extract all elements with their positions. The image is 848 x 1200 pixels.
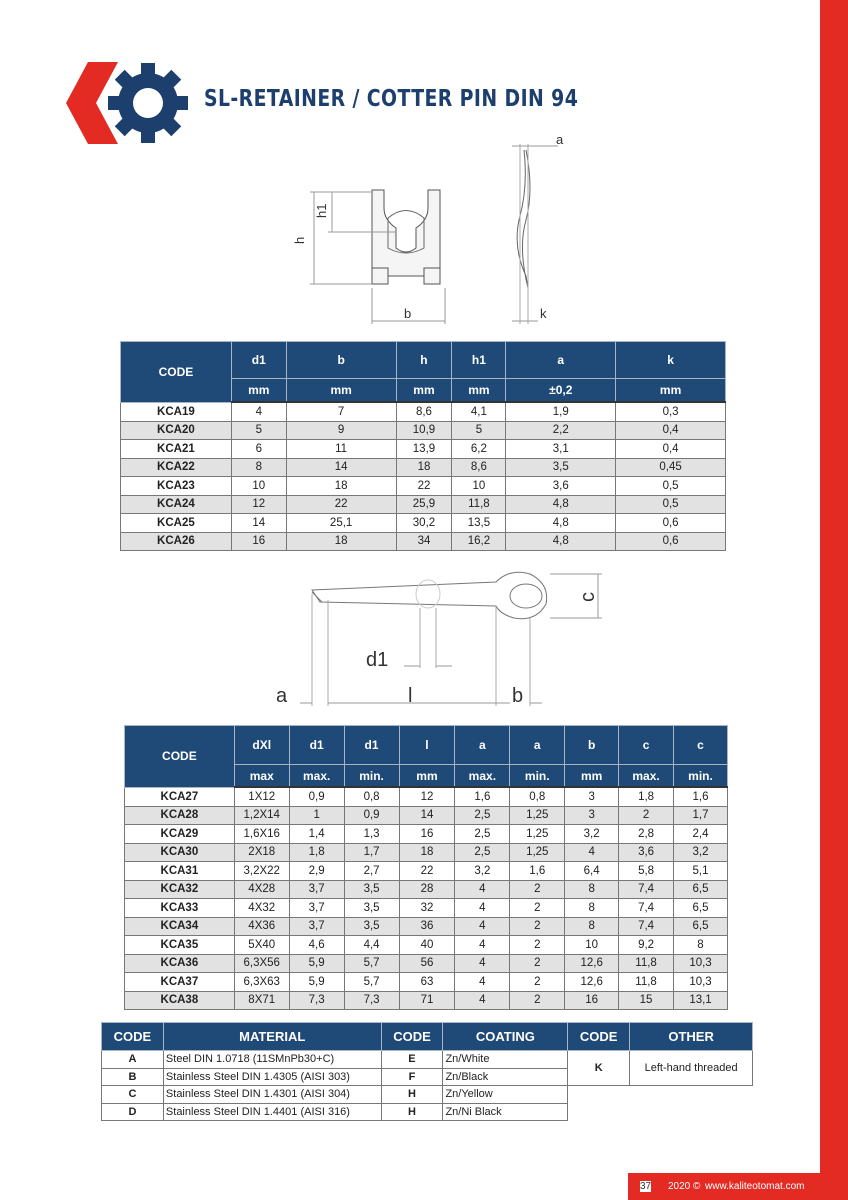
table-row <box>125 862 728 881</box>
cotter-pin-drawing <box>260 560 620 710</box>
product-code: KCA34 <box>125 917 235 936</box>
dim-label-c: c <box>577 592 599 602</box>
unit-header: mm <box>396 379 452 403</box>
table-row <box>125 936 728 955</box>
dim-label-d1: d1 <box>366 649 389 671</box>
table-row <box>125 954 728 973</box>
table-cell: 40 <box>399 936 455 955</box>
table-cell: 2,4 <box>674 825 728 844</box>
column-header: OTHER <box>630 1023 753 1051</box>
dim-label-b: b <box>404 306 412 321</box>
table-cell: 11,8 <box>452 495 506 514</box>
table-cell: 8,6 <box>396 402 452 421</box>
unit-header: max <box>234 765 289 788</box>
coating-code: E <box>381 1051 443 1069</box>
table-cell: 0,6 <box>616 514 726 533</box>
table-cell: 7 <box>286 402 396 421</box>
table-cell: 1,6 <box>674 787 728 806</box>
column-header: CODE <box>125 726 235 788</box>
table-cell: 16 <box>565 991 619 1010</box>
table-cell: 2 <box>510 936 565 955</box>
coating-code: F <box>381 1068 443 1086</box>
table-cell: 14 <box>231 514 286 533</box>
table-cell: 13,9 <box>396 440 452 459</box>
table-cell: 2 <box>510 991 565 1010</box>
cotter-pin-dimensions-table <box>124 725 728 1010</box>
table-cell: 5,1 <box>674 862 728 881</box>
table-cell: 1,7 <box>344 843 399 862</box>
unit-header: max. <box>455 765 510 788</box>
coating-name: Zn/Ni Black <box>443 1103 568 1121</box>
column-header: c <box>619 726 674 765</box>
table-cell: 0,45 <box>616 458 726 477</box>
unit-header: max. <box>289 765 344 788</box>
table-cell: 0,5 <box>616 477 726 496</box>
table-cell: 9,2 <box>619 936 674 955</box>
table-cell: 1,9 <box>506 402 616 421</box>
table-cell: 2 <box>619 806 674 825</box>
table-cell: 7,4 <box>619 880 674 899</box>
table-cell: 4X36 <box>234 917 289 936</box>
table-cell: 8 <box>565 880 619 899</box>
table-row <box>121 495 726 514</box>
table-cell: 2 <box>510 954 565 973</box>
table-cell: 13,1 <box>674 991 728 1010</box>
table-cell: 3,5 <box>344 899 399 918</box>
table-cell: 4 <box>455 899 510 918</box>
column-header: a <box>506 342 616 379</box>
dim-label-l: l <box>408 685 413 707</box>
table-cell: 4 <box>455 880 510 899</box>
table-cell: 4,8 <box>506 532 616 551</box>
product-code: KCA37 <box>125 973 235 992</box>
table-cell: 7,3 <box>289 991 344 1010</box>
table-cell: 8 <box>565 899 619 918</box>
table-cell: 3,6 <box>619 843 674 862</box>
table-cell: 16 <box>399 825 455 844</box>
table-cell: 22 <box>399 862 455 881</box>
brand-logo <box>66 62 188 144</box>
material-coating-table <box>101 1022 753 1121</box>
table-cell: 5 <box>231 421 286 440</box>
table-cell: 12 <box>399 787 455 806</box>
table-cell: 5,7 <box>344 954 399 973</box>
column-header: k <box>616 342 726 379</box>
unit-header: mm <box>452 379 506 403</box>
column-header: d1 <box>289 726 344 765</box>
table-cell: 1,8 <box>289 843 344 862</box>
product-code: KCA30 <box>125 843 235 862</box>
column-header: a <box>510 726 565 765</box>
material-code: C <box>102 1086 164 1104</box>
table-cell: 10 <box>452 477 506 496</box>
material-name: Stainless Steel DIN 1.4401 (AISI 316) <box>163 1103 381 1121</box>
table-cell: 18 <box>396 458 452 477</box>
column-header: CODE <box>381 1023 443 1051</box>
table-cell: 2,2 <box>506 421 616 440</box>
table-cell: 0,4 <box>616 421 726 440</box>
coating-name: Zn/Black <box>443 1068 568 1086</box>
column-header: dXl <box>234 726 289 765</box>
table-header-row <box>121 342 726 379</box>
product-code: KCA29 <box>125 825 235 844</box>
table-cell: 4 <box>455 954 510 973</box>
brand-side-bar <box>820 0 848 1200</box>
unit-header: min. <box>344 765 399 788</box>
column-header: d1 <box>344 726 399 765</box>
coating-code: H <box>381 1103 443 1121</box>
product-code: KCA31 <box>125 862 235 881</box>
table-cell: 1,6 <box>455 787 510 806</box>
table-cell: 6,3X63 <box>234 973 289 992</box>
dim-label-b: b <box>512 685 524 707</box>
table-cell: 8 <box>231 458 286 477</box>
table-cell: 4 <box>455 973 510 992</box>
coating-name: Zn/Yellow <box>443 1086 568 1104</box>
table-cell: 13,5 <box>452 514 506 533</box>
table-cell: 2,9 <box>289 862 344 881</box>
column-header: b <box>565 726 619 765</box>
table-cell: 14 <box>399 806 455 825</box>
table-cell: 5,8 <box>619 862 674 881</box>
material-name: Stainless Steel DIN 1.4301 (AISI 304) <box>163 1086 381 1104</box>
table-cell: 3,7 <box>289 899 344 918</box>
table-row <box>121 477 726 496</box>
product-code: KCA27 <box>125 787 235 806</box>
product-code: KCA28 <box>125 806 235 825</box>
material-name: Stainless Steel DIN 1.4305 (AISI 303) <box>163 1068 381 1086</box>
table-row <box>102 1051 753 1069</box>
table-cell: 5X40 <box>234 936 289 955</box>
table-cell: 1,25 <box>510 843 565 862</box>
table-row <box>125 787 728 806</box>
unit-header: min. <box>674 765 728 788</box>
table-cell: 7,3 <box>344 991 399 1010</box>
other-code: K <box>568 1051 630 1086</box>
material-code: D <box>102 1103 164 1121</box>
table-cell: 1 <box>289 806 344 825</box>
table-cell: 2 <box>510 917 565 936</box>
product-code: KCA20 <box>121 421 232 440</box>
table-body <box>125 787 728 1010</box>
product-code: KCA25 <box>121 514 232 533</box>
unit-header: mm <box>616 379 726 403</box>
table-cell: 3 <box>565 787 619 806</box>
table-cell: 4 <box>455 991 510 1010</box>
table-cell: 4 <box>231 402 286 421</box>
table-cell: 3,2X22 <box>234 862 289 881</box>
column-header: d1 <box>231 342 286 379</box>
copyright-year: 2020 © <box>668 1181 701 1192</box>
column-header: l <box>399 726 455 765</box>
table-cell: 3,1 <box>506 440 616 459</box>
material-name: Steel DIN 1.0718 (11SMnPb30+C) <box>163 1051 381 1069</box>
table-row <box>125 973 728 992</box>
table-row <box>102 1086 753 1104</box>
table-cell: 3 <box>565 806 619 825</box>
table-cell: 9 <box>286 421 396 440</box>
unit-header: mm <box>286 379 396 403</box>
table-cell: 5,9 <box>289 954 344 973</box>
table-cell: 10 <box>231 477 286 496</box>
table-header-row <box>102 1023 753 1051</box>
table-cell: 2X18 <box>234 843 289 862</box>
table-cell: 3,2 <box>455 862 510 881</box>
table-cell: 6,5 <box>674 917 728 936</box>
table-cell: 30,2 <box>396 514 452 533</box>
table-cell: 4X28 <box>234 880 289 899</box>
table-cell: 63 <box>399 973 455 992</box>
table-cell: 7,4 <box>619 899 674 918</box>
table-cell: 2,5 <box>455 825 510 844</box>
table-cell: 6,2 <box>452 440 506 459</box>
unit-header: max. <box>619 765 674 788</box>
table-row <box>121 421 726 440</box>
unit-header: mm <box>231 379 286 403</box>
table-cell: 12,6 <box>565 954 619 973</box>
table-cell: 1,6X16 <box>234 825 289 844</box>
table-cell: 3,2 <box>565 825 619 844</box>
table-cell: 4,1 <box>452 402 506 421</box>
table-cell: 1,4 <box>289 825 344 844</box>
table-cell: 32 <box>399 899 455 918</box>
table-row <box>125 899 728 918</box>
dim-label-h: h <box>292 236 307 244</box>
table-cell: 4,4 <box>344 936 399 955</box>
table-row <box>125 825 728 844</box>
product-code: KCA23 <box>121 477 232 496</box>
table-cell: 25,9 <box>396 495 452 514</box>
table-cell: 0,3 <box>616 402 726 421</box>
table-cell: 11,8 <box>619 973 674 992</box>
table-cell: 0,9 <box>344 806 399 825</box>
table-cell: 2,7 <box>344 862 399 881</box>
other-text: Left-hand threaded <box>630 1051 753 1086</box>
product-code: KCA36 <box>125 954 235 973</box>
table-cell: 6,4 <box>565 862 619 881</box>
unit-header: ±0,2 <box>506 379 616 403</box>
table-cell: 16,2 <box>452 532 506 551</box>
table-cell: 2,5 <box>455 806 510 825</box>
table-cell: 3,6 <box>506 477 616 496</box>
table-cell: 36 <box>399 917 455 936</box>
table-cell: 6 <box>231 440 286 459</box>
column-header: c <box>674 726 728 765</box>
retainer-drawing <box>280 128 600 328</box>
table-cell: 8 <box>565 917 619 936</box>
dim-label-h1: h1 <box>314 203 329 218</box>
table-cell: 1,6 <box>510 862 565 881</box>
table-cell: 4 <box>455 936 510 955</box>
table-cell: 7,4 <box>619 917 674 936</box>
table-cell: 4 <box>455 917 510 936</box>
page-footer <box>628 1173 820 1200</box>
product-code: KCA22 <box>121 458 232 477</box>
table-row <box>125 843 728 862</box>
table-cell: 10,9 <box>396 421 452 440</box>
table-cell: 22 <box>286 495 396 514</box>
table-row <box>125 880 728 899</box>
column-header: CODE <box>121 342 232 403</box>
column-header: h1 <box>452 342 506 379</box>
table-cell: 34 <box>396 532 452 551</box>
material-code: B <box>102 1068 164 1086</box>
table-body <box>121 402 726 551</box>
product-code: KCA21 <box>121 440 232 459</box>
table-cell: 18 <box>286 477 396 496</box>
table-cell: 2 <box>510 899 565 918</box>
table-cell: 2 <box>510 880 565 899</box>
coating-code: H <box>381 1086 443 1104</box>
table-cell: 16 <box>231 532 286 551</box>
empty-cell <box>568 1086 753 1121</box>
table-cell: 1,2X14 <box>234 806 289 825</box>
table-row <box>125 917 728 936</box>
table-cell: 56 <box>399 954 455 973</box>
table-cell: 0,8 <box>344 787 399 806</box>
table-cell: 10,3 <box>674 973 728 992</box>
retainer-dimensions-table <box>120 341 726 551</box>
table-cell: 5,9 <box>289 973 344 992</box>
table-cell: 8X71 <box>234 991 289 1010</box>
dim-label-a: a <box>276 685 288 707</box>
page-title: SL-RETAINER / COTTER PIN DIN 94 <box>204 86 579 112</box>
table-cell: 5,7 <box>344 973 399 992</box>
table-cell: 2,5 <box>455 843 510 862</box>
column-header: a <box>455 726 510 765</box>
table-row <box>125 991 728 1010</box>
table-cell: 10,3 <box>674 954 728 973</box>
table-row <box>121 458 726 477</box>
table-cell: 12 <box>231 495 286 514</box>
unit-header: mm <box>565 765 619 788</box>
table-cell: 1,25 <box>510 825 565 844</box>
table-cell: 4X32 <box>234 899 289 918</box>
table-cell: 5 <box>452 421 506 440</box>
table-cell: 1,8 <box>619 787 674 806</box>
column-header: h <box>396 342 452 379</box>
table-cell: 25,1 <box>286 514 396 533</box>
table-cell: 0,5 <box>616 495 726 514</box>
table-cell: 0,9 <box>289 787 344 806</box>
table-cell: 0,4 <box>616 440 726 459</box>
column-header: MATERIAL <box>163 1023 381 1051</box>
coating-name: Zn/White <box>443 1051 568 1069</box>
table-cell: 4,6 <box>289 936 344 955</box>
table-cell: 4,8 <box>506 495 616 514</box>
table-cell: 1,7 <box>674 806 728 825</box>
table-cell: 3,5 <box>344 917 399 936</box>
product-code: KCA32 <box>125 880 235 899</box>
table-cell: 14 <box>286 458 396 477</box>
table-cell: 0,8 <box>510 787 565 806</box>
table-cell: 11,8 <box>619 954 674 973</box>
table-cell: 6,5 <box>674 880 728 899</box>
table-cell: 4 <box>565 843 619 862</box>
table-cell: 2,8 <box>619 825 674 844</box>
table-cell: 18 <box>399 843 455 862</box>
table-cell: 1,25 <box>510 806 565 825</box>
dim-label-a: a <box>556 132 564 147</box>
table-cell: 10 <box>565 936 619 955</box>
table-row <box>125 806 728 825</box>
table-cell: 3,7 <box>289 917 344 936</box>
table-cell: 8 <box>674 936 728 955</box>
table-cell: 8,6 <box>452 458 506 477</box>
table-cell: 12,6 <box>565 973 619 992</box>
product-code: KCA38 <box>125 991 235 1010</box>
table-cell: 15 <box>619 991 674 1010</box>
table-cell: 3,5 <box>344 880 399 899</box>
table-cell: 22 <box>396 477 452 496</box>
material-code: A <box>102 1051 164 1069</box>
table-row <box>121 402 726 421</box>
table-row <box>121 514 726 533</box>
unit-header: min. <box>510 765 565 788</box>
page-number: 37 <box>640 1181 652 1192</box>
table-cell: 11 <box>286 440 396 459</box>
column-header: CODE <box>102 1023 164 1051</box>
product-code: KCA19 <box>121 402 232 421</box>
table-cell: 18 <box>286 532 396 551</box>
table-header-row <box>125 726 728 765</box>
table-cell: 71 <box>399 991 455 1010</box>
website-link[interactable]: www.kaliteotomat.com <box>705 1181 805 1192</box>
product-code: KCA26 <box>121 532 232 551</box>
table-cell: 3,5 <box>506 458 616 477</box>
table-cell: 3,7 <box>289 880 344 899</box>
table-cell: 2 <box>510 973 565 992</box>
table-cell: 1X12 <box>234 787 289 806</box>
table-row <box>121 532 726 551</box>
product-code: KCA33 <box>125 899 235 918</box>
table-cell: 3,2 <box>674 843 728 862</box>
table-cell: 1,3 <box>344 825 399 844</box>
column-header: CODE <box>568 1023 630 1051</box>
product-code: KCA24 <box>121 495 232 514</box>
table-row <box>121 440 726 459</box>
table-cell: 6,3X56 <box>234 954 289 973</box>
table-cell: 28 <box>399 880 455 899</box>
unit-header: mm <box>399 765 455 788</box>
column-header: b <box>286 342 396 379</box>
dim-label-k: k <box>540 306 547 321</box>
table-cell: 6,5 <box>674 899 728 918</box>
product-code: KCA35 <box>125 936 235 955</box>
column-header: COATING <box>443 1023 568 1051</box>
table-cell: 0,6 <box>616 532 726 551</box>
table-cell: 4,8 <box>506 514 616 533</box>
